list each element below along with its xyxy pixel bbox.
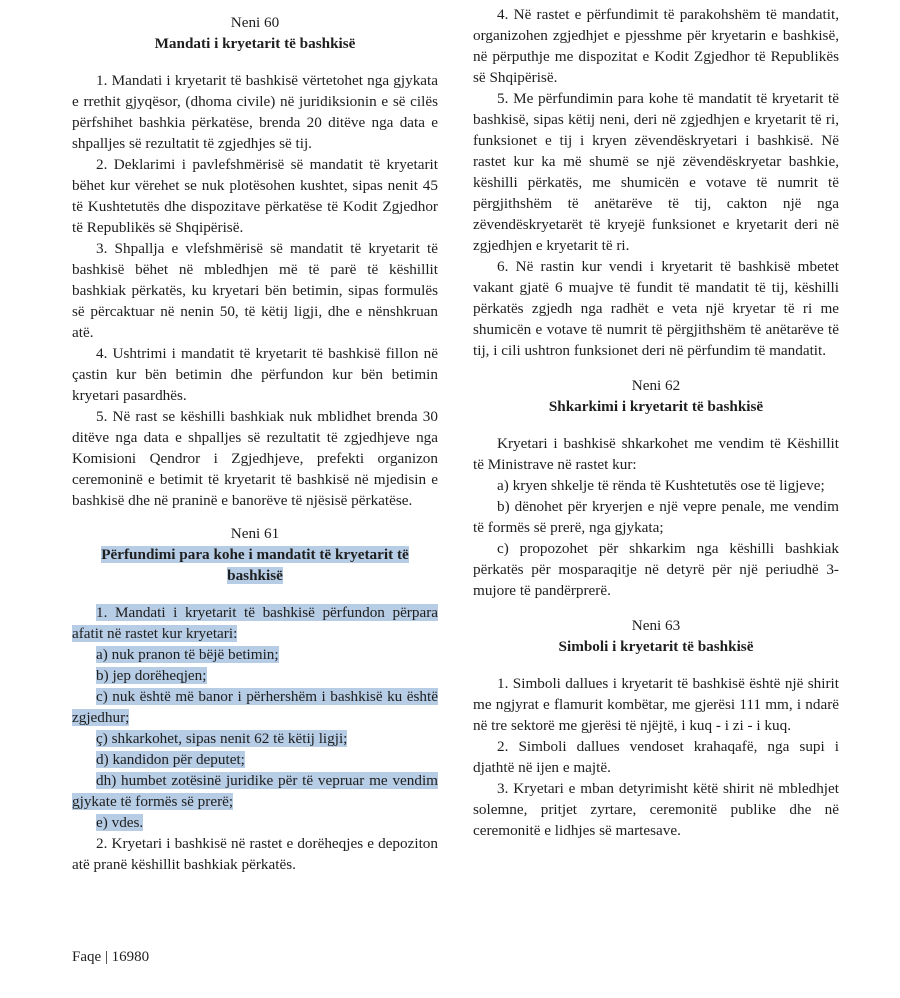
article-60-paragraph-2: 2. Deklarimi i pavlefshmërisë së mandatit të kryetarit bëhet kur vërehet se nuk plotësohen kushtet, sipas nenit 45 të Kushtetutës dhe dispozitave përkatëse të Kodit Zgjedhor të Republikës së Shqipërisë. xyxy=(72,156,438,236)
article-60-paragraph-1: 1. Mandati i kryetarit të bashkisë vërtetohet nga gjykata e rrethit gjyqësor, (dhoma civile) në juridiksionin e së cilës përfshihet bashkia përkatëse, brenda 20 ditëve nga data e shpalljes së rezultatit të zgjedhjes së tij. xyxy=(72,72,438,152)
article-60-number: Neni 60 xyxy=(230,14,280,31)
article-63-paragraph-3: 3. Kryetari e mban detyrimisht këtë shirit në mbledhjet solemne, pritjet zyrtare, ceremonitë publike dhe në ceremonitë e lidhjes së martesave. xyxy=(473,780,839,839)
article-60-paragraph-4: 4. Ushtrimi i mandatit të kryetarit të bashkisë fillon në çastin kur bën betimin dhe përfundon kur bën betimin kryetari pasardhës. xyxy=(72,345,438,404)
article-62-intro: Kryetari i bashkisë shkarkohet me vendim të Këshillit të Ministrave në rastet kur: xyxy=(473,435,839,473)
article-61-number: Neni 61 xyxy=(230,525,280,542)
article-61-title-selection[interactable]: Përfundimi para kohe i mandatit të kryetarit të bashkisë xyxy=(101,546,409,584)
article-61-item-e[interactable] xyxy=(72,812,438,833)
article-60-paragraph-5: 5. Në rast se këshilli bashkiak nuk mblidhet brenda 30 ditëve nga data e shpalljes së rezultatit të zgjedhjeve nga Komisioni Qendror i Zgjedhjeve, prefekti organizon ceremoninë e betimit të kryetarit të bashkisë në mjedisin e bashkisë dhe në praninë e banorëve të njësisë përkatëse. xyxy=(72,408,438,509)
selected-text[interactable]: b) jep dorëheqjen; xyxy=(96,667,207,684)
article-61-paragraph-5: 5. Me përfundimin para kohe të mandatit të kryetarit të bashkisë, sipas këtij neni, deri në zgjedhjen e kryetarit të ri, funksionet e tij i kryen zëvendëskryetari i bashkisë. Në rastet kur ka më shumë se një zëvendëskryetar bashkie, këshilli përkatës, me shumicën e votave të numrit të përgjithshëm të anëtarëve të tij, cakton një nga zëvendëskryetarët të kryejë funksionet e kryetarit deri në zgjedhjen e kryetarit të ri. xyxy=(473,90,839,254)
article-62-item-b: b) dënohet për kryerjen e një vepre penale, me vendim të formës së prerë, nga gjykata; xyxy=(473,498,839,536)
selected-text[interactable]: e) vdes. xyxy=(96,814,144,831)
article-61-item-d[interactable] xyxy=(72,749,438,770)
article-61-item-dh[interactable] xyxy=(72,770,438,812)
left-column xyxy=(72,4,438,875)
article-62-number: Neni 62 xyxy=(631,377,681,394)
article-61-paragraph-1[interactable] xyxy=(72,602,438,644)
article-61-item-b[interactable] xyxy=(72,665,438,686)
article-62-item-c: c) propozohet për shkarkim nga këshilli bashkiak përkatës për mosparaqitje në detyrë për një periudhë 3-mujore të pandërprerë. xyxy=(473,540,839,599)
article-60-paragraph-3: 3. Shpallja e vlefshmërisë së mandatit të kryetarit të bashkisë bëhet në mbledhjen më të parë të këshillit bashkiak përkatës, ku kryetari bën betimin, sipas formulës së përcaktuar në nenin 50, të këtij ligji, dhe e nënshkruan atë. xyxy=(72,240,438,341)
selected-text[interactable]: dh) humbet zotësinë juridike për të vepruar me vendim gjykate të formës së prerë; xyxy=(72,772,438,810)
article-61-paragraph-4: 4. Në rastet e përfundimit të parakohshëm të mandatit, organizohen zgjedhjet e pjesshme për kryetarin e bashkisë, në përputhje me dispozitat e Kodit Zgjedhor të Republikës së Shqipërisë. xyxy=(473,6,839,86)
selected-text[interactable]: d) kandidon për deputet; xyxy=(96,751,245,768)
selected-text[interactable]: ç) shkarkohet, sipas nenit 62 të këtij ligji; xyxy=(96,730,348,747)
article-63-paragraph-1: 1. Simboli dallues i kryetarit të bashkisë është një shirit me ngjyrat e flamurit kombëtar, me gjerësi 111 mm, i ndarë në tre sektorë me gjerësi të njëjtë, i kuq - i zi - i kuq. xyxy=(473,675,839,734)
article-62-title: Shkarkimi i kryetarit të bashkisë xyxy=(548,398,764,415)
article-61-item-cedilla[interactable] xyxy=(72,728,438,749)
article-61-title[interactable] xyxy=(72,544,438,586)
article-61-item-c[interactable] xyxy=(72,686,438,728)
article-61-item-a[interactable] xyxy=(72,644,438,665)
article-61-paragraph-2: 2. Kryetari i bashkisë në rastet e dorëheqjes e depoziton atë pranë këshillit bashkiak përkatës. xyxy=(72,835,438,873)
article-61-paragraph-6: 6. Në rastin kur vendi i kryetarit të bashkisë mbetet vakant gjatë 6 muajve të fundit të mandatit të tij, këshilli përkatës zgjedh nga radhët e veta një kryetar të ri me shumicën e votave të numrit të përgjithshëm të anëtarëve të tij, i cili ushtron funksionet deri në përfundim të mandatit. xyxy=(473,258,839,359)
selected-text[interactable]: c) nuk është më banor i përhershëm i bashkisë ku është zgjedhur; xyxy=(72,688,438,726)
article-63-number: Neni 63 xyxy=(631,617,681,634)
selected-text[interactable]: a) nuk pranon të bëjë betimin; xyxy=(96,646,279,663)
article-63-title: Simboli i kryetarit të bashkisë xyxy=(558,638,754,655)
article-62-item-a: a) kryen shkelje të rënda të Kushtetutës ose të ligjeve; xyxy=(497,477,825,494)
selected-text[interactable]: 1. Mandati i kryetarit të bashkisë përfundon përpara afatit në rastet kur kryetari: xyxy=(72,604,438,642)
right-column xyxy=(473,4,839,841)
article-60-title: Mandati i kryetarit të bashkisë xyxy=(154,35,356,52)
page-number-footer: Faqe | 16980 xyxy=(72,949,150,965)
article-63-paragraph-2: 2. Simboli dallues vendoset krahaqafë, nga supi i djathtë në ijen e majtë. xyxy=(473,738,839,776)
